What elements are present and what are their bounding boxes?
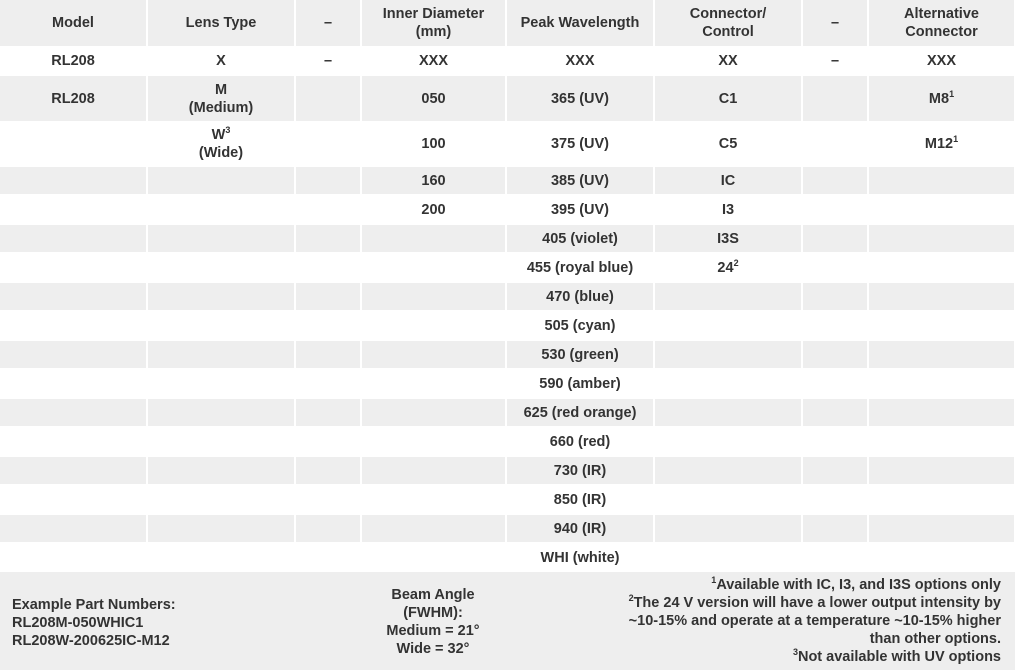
cell-alt-connector (868, 427, 1015, 456)
cell-lens-type (147, 122, 295, 166)
cell-peak-wavelength (506, 224, 654, 253)
beam-angle-line: Medium = 21° (386, 623, 480, 639)
cell-model (0, 369, 147, 398)
cell-wavelength-text: 405 (violet) (542, 230, 618, 247)
table-row (0, 427, 1015, 456)
cell-connector (654, 543, 802, 572)
footnote (601, 576, 1001, 594)
cell-lens-type (147, 369, 295, 398)
cell-dash (802, 514, 868, 543)
cell-lens-type (147, 253, 295, 282)
cell-dash (802, 253, 868, 282)
header-connector-line1: Connector/ (689, 6, 767, 22)
cell-dash (295, 514, 361, 543)
cell-wavelength-text: 505 (cyan) (544, 317, 616, 334)
cell-dash (802, 427, 868, 456)
beam-angle-line: Wide = 32° (396, 641, 470, 657)
cell-peak-wavelength (506, 75, 654, 122)
cell-connector (654, 195, 802, 224)
cell-model (0, 543, 147, 572)
footnote-ref: 2 (733, 257, 739, 268)
cell-model (0, 75, 147, 122)
cell-connector (654, 514, 802, 543)
cell-peak-wavelength (506, 398, 654, 427)
table-row (0, 311, 1015, 340)
cell-wavelength-text: WHI (white) (540, 549, 620, 566)
cell-peak-wavelength (506, 485, 654, 514)
cell-connector (654, 166, 802, 195)
cell-lens-line1 (152, 81, 290, 99)
cell-peak-wavelength (506, 514, 654, 543)
cell-alt-connector (868, 456, 1015, 485)
table-row (0, 224, 1015, 253)
cell-peak-wavelength (506, 195, 654, 224)
cell-peak-wavelength (506, 543, 654, 572)
footnote-number: 3 (792, 647, 798, 658)
beam-angle-line: Beam Angle (391, 587, 475, 603)
cell-connector (654, 224, 802, 253)
cell-peak-wavelength (506, 253, 654, 282)
header-inner-diameter-line2: (mm) (415, 24, 452, 40)
cell-model (0, 427, 147, 456)
cell-inner-diameter (361, 282, 506, 311)
footer (0, 572, 1015, 670)
footnote-number: 1 (711, 575, 717, 586)
cell-alt-connector (868, 485, 1015, 514)
cell-model (0, 514, 147, 543)
cell-diameter-text: 200 (421, 201, 446, 218)
cell-dash (802, 456, 868, 485)
cell-connector-text: IC (720, 172, 736, 189)
cell-inner-diameter (361, 369, 506, 398)
cell-dash (295, 485, 361, 514)
header-alt-connector-line2: Connector (905, 24, 978, 40)
cell-inner-diameter (361, 253, 506, 282)
header-dash: – (802, 0, 868, 47)
cell-wavelength-text: 455 (royal blue) (526, 259, 634, 276)
cell-connector (654, 75, 802, 122)
cell-wavelength-text: 470 (blue) (546, 288, 614, 305)
cell-dash (802, 195, 868, 224)
cell-dash (802, 224, 868, 253)
cell-lens-line2: (Wide) (198, 145, 244, 161)
cell-lens-type (147, 427, 295, 456)
cell-peak-wavelength (506, 166, 654, 195)
cell-connector (654, 311, 802, 340)
footnote-ref: 1 (949, 88, 955, 99)
cell-dash (295, 224, 361, 253)
cell-alt-connector (868, 514, 1015, 543)
cell-wavelength-text: 530 (green) (541, 346, 619, 363)
cell-diameter-text: 050 (421, 90, 446, 107)
table-row (0, 166, 1015, 195)
cell-peak-wavelength (506, 122, 654, 166)
cell-connector (654, 369, 802, 398)
cell-lens-type (147, 456, 295, 485)
cell-lens-type (147, 282, 295, 311)
cell-dash (295, 543, 361, 572)
cell-diameter-text: 100 (421, 136, 446, 152)
cell-model (0, 253, 147, 282)
header-lens-type: Lens Type (147, 0, 295, 47)
cell-alt-connector (868, 75, 1015, 122)
cell-lens-type (147, 398, 295, 427)
table-row (0, 282, 1015, 311)
cell-wavelength-text: 385 (UV) (550, 172, 610, 189)
cell-alt-connector (868, 543, 1015, 572)
footnote-ref: 1 (953, 134, 959, 145)
cell-diameter-text: 160 (421, 172, 446, 189)
cell-alt-connector (868, 253, 1015, 282)
beam-angle (363, 586, 503, 658)
header-inner-diameter-line1: Inner Diameter (382, 6, 485, 22)
cell-connector (654, 340, 802, 369)
cell-peak-wavelength (506, 340, 654, 369)
cell-connector (654, 122, 802, 166)
cell-inner-diameter (361, 543, 506, 572)
cell-dash (802, 485, 868, 514)
cell-model (0, 224, 147, 253)
header-alt-connector-line1: Alternative (904, 6, 979, 22)
cell-inner-diameter (361, 514, 506, 543)
cell-inner-diameter (361, 340, 506, 369)
cell-alt-connector (868, 122, 1015, 166)
code-diameter: XXX (361, 47, 506, 75)
cell-dash (295, 75, 361, 122)
cell-wavelength-text: 730 (IR) (553, 462, 607, 479)
cell-model-text: RL208 (51, 90, 95, 107)
cell-wavelength-text: 375 (UV) (550, 136, 610, 152)
cell-inner-diameter (361, 427, 506, 456)
cell-dash (295, 122, 361, 166)
cell-wavelength-text: 660 (red) (549, 433, 611, 450)
cell-peak-wavelength (506, 282, 654, 311)
cell-lens-code: M (214, 81, 228, 98)
header-alt-connector (868, 0, 1015, 47)
cell-lens-type (147, 195, 295, 224)
cell-dash (295, 456, 361, 485)
cell-inner-diameter (361, 166, 506, 195)
header-row (0, 0, 1015, 47)
cell-lens-type (147, 485, 295, 514)
cell-dash (295, 369, 361, 398)
example-part-number: RL208M-050WHIC1 (12, 615, 144, 631)
table-row (0, 195, 1015, 224)
cell-alt-connector (868, 369, 1015, 398)
cell-alt-connector (868, 195, 1015, 224)
cell-dash (802, 166, 868, 195)
footnote (601, 594, 1001, 648)
code-model: RL208 (0, 47, 147, 75)
cell-inner-diameter (361, 122, 506, 166)
cell-lens-line1 (152, 126, 290, 144)
cell-inner-diameter (361, 75, 506, 122)
cell-wavelength-text: 850 (IR) (553, 491, 607, 508)
table-row (0, 456, 1015, 485)
cell-dash (802, 543, 868, 572)
cell-lens-type (147, 224, 295, 253)
cell-dash (295, 195, 361, 224)
beam-angle-line: (FWHM): (403, 605, 463, 621)
cell-inner-diameter (361, 195, 506, 224)
table-row (0, 398, 1015, 427)
cell-lens-type (147, 311, 295, 340)
cell-dash (802, 340, 868, 369)
cell-connector (654, 485, 802, 514)
example-part-number: RL208W-200625IC-M12 (12, 633, 170, 649)
cell-connector-text: I3 (721, 201, 735, 218)
code-wavelength: XXX (506, 47, 654, 75)
cell-model (0, 282, 147, 311)
cell-wavelength-text: 625 (red orange) (523, 404, 637, 421)
table-row (0, 122, 1015, 166)
cell-dash (295, 311, 361, 340)
cell-alt-connector (868, 224, 1015, 253)
cell-dash (295, 166, 361, 195)
cell-connector-text: C1 (718, 90, 738, 107)
cell-connector-text: 24 (717, 259, 734, 276)
header-connector-line2: Control (702, 24, 754, 40)
cell-inner-diameter (361, 485, 506, 514)
table-row (0, 75, 1015, 122)
cell-alt-connector (868, 311, 1015, 340)
cell-connector-text: C5 (718, 136, 738, 152)
cell-dash (802, 398, 868, 427)
cell-inner-diameter (361, 224, 506, 253)
cell-peak-wavelength (506, 456, 654, 485)
code-alt: XXX (868, 47, 1015, 75)
cell-lens-line2: (Medium) (188, 99, 254, 116)
cell-wavelength-text: 590 (amber) (539, 375, 621, 392)
cell-model (0, 398, 147, 427)
footnote-text: Not available with UV options (797, 649, 1001, 665)
table-row (0, 253, 1015, 282)
cell-dash (295, 282, 361, 311)
cell-connector (654, 427, 802, 456)
cell-dash (802, 282, 868, 311)
cell-dash (802, 122, 868, 166)
cell-alt-text: M8 (928, 90, 950, 107)
header-peak-wavelength: Peak Wavelength (506, 0, 654, 47)
cell-alt-connector (868, 398, 1015, 427)
cell-dash (295, 253, 361, 282)
cell-lens-type (147, 514, 295, 543)
footnote-text: Available with IC, I3, and I3S options only (716, 577, 1001, 593)
cell-model (0, 166, 147, 195)
example-part-numbers (12, 596, 176, 650)
cell-alt-connector (868, 282, 1015, 311)
cell-wavelength-text: 395 (UV) (550, 201, 610, 218)
header-dash: – (295, 0, 361, 47)
cell-wavelength-text: 365 (UV) (550, 90, 610, 107)
cell-alt-text: M12 (924, 136, 954, 152)
code-row (0, 47, 1015, 75)
code-dash: – (802, 47, 868, 75)
cell-lens-type (147, 166, 295, 195)
code-lens: X (147, 47, 295, 75)
cell-dash (295, 427, 361, 456)
cell-model (0, 485, 147, 514)
example-title: Example Part Numbers: (12, 597, 176, 613)
cell-model (0, 195, 147, 224)
cell-connector (654, 253, 802, 282)
code-connector: XX (654, 47, 802, 75)
cell-connector-text: I3S (717, 230, 739, 247)
header-inner-diameter (361, 0, 506, 47)
cell-dash (802, 75, 868, 122)
cell-model (0, 122, 147, 166)
cell-dash (295, 398, 361, 427)
table-row (0, 369, 1015, 398)
table-row (0, 485, 1015, 514)
cell-lens-code: W (211, 127, 226, 143)
header-model: Model (0, 0, 147, 47)
cell-lens-type (147, 340, 295, 369)
cell-connector (654, 456, 802, 485)
cell-model (0, 311, 147, 340)
cell-lens-type (147, 543, 295, 572)
footnote (601, 648, 1001, 666)
table-row (0, 514, 1015, 543)
cell-model (0, 340, 147, 369)
cell-dash (802, 369, 868, 398)
cell-peak-wavelength (506, 311, 654, 340)
header-connector (654, 0, 802, 47)
footnote-text: The 24 V version will have a lower output intensity by ~10-15% and operate at a temperature ~10-15% higher than other options. (628, 595, 1001, 647)
table-row (0, 340, 1015, 369)
table-row (0, 543, 1015, 572)
cell-wavelength-text: 940 (IR) (553, 520, 607, 537)
cell-model (0, 456, 147, 485)
cell-dash (802, 311, 868, 340)
cell-inner-diameter (361, 398, 506, 427)
cell-alt-connector (868, 166, 1015, 195)
cell-lens-type (147, 75, 295, 122)
cell-peak-wavelength (506, 369, 654, 398)
cell-peak-wavelength (506, 427, 654, 456)
cell-connector (654, 282, 802, 311)
cell-connector (654, 398, 802, 427)
cell-dash (295, 340, 361, 369)
cell-alt-connector (868, 340, 1015, 369)
code-dash: – (295, 47, 361, 75)
footnote-ref: 3 (225, 125, 231, 136)
cell-inner-diameter (361, 456, 506, 485)
footnote-number: 2 (628, 593, 634, 604)
footnotes (601, 576, 1001, 666)
cell-inner-diameter (361, 311, 506, 340)
